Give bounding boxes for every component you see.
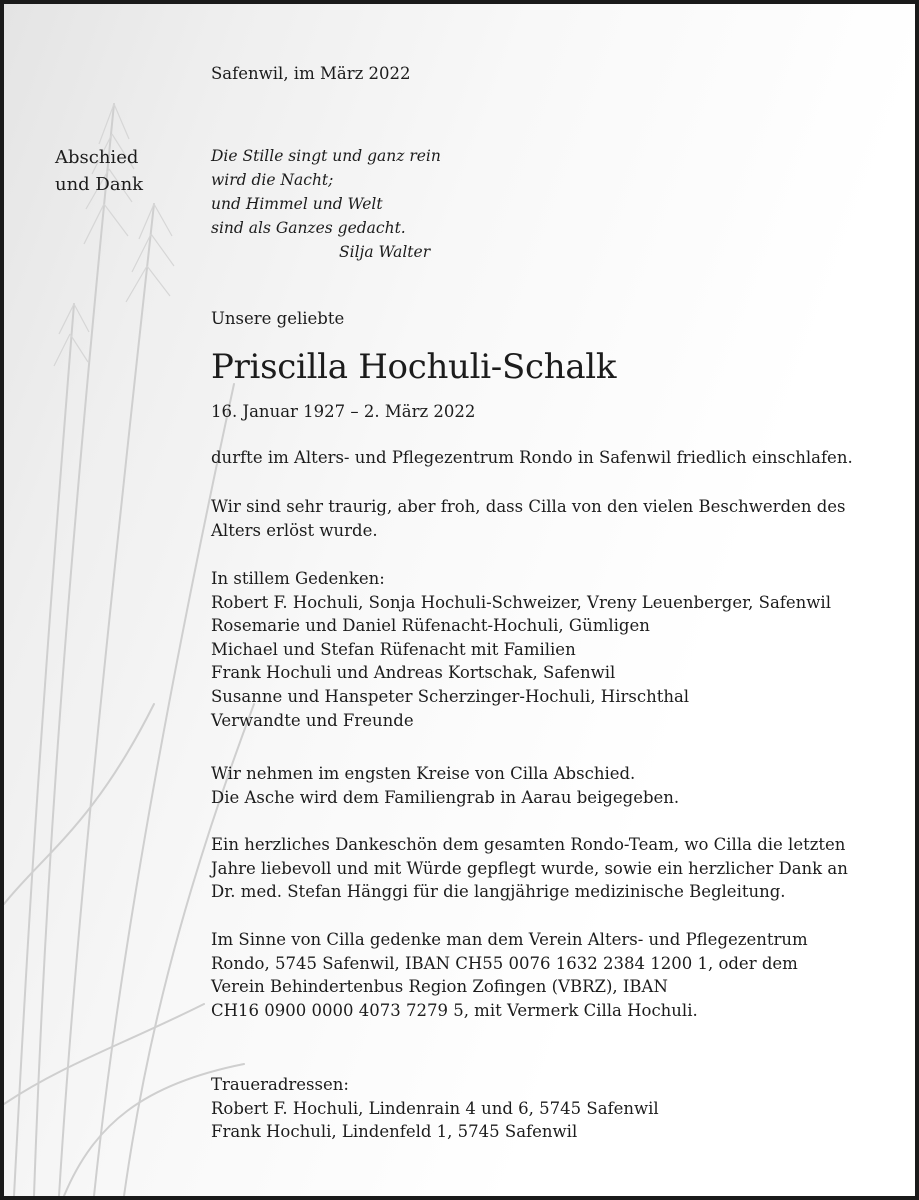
address-entry: Robert F. Hochuli, Lindenrain 4 und 6, 5745 Safenwil (211, 1098, 659, 1118)
poem-line: Die Stille singt und ganz rein (211, 147, 441, 165)
poem-author: Silja Walter (339, 243, 431, 261)
sidebar-title-line: und Dank (55, 174, 144, 195)
poem (211, 144, 441, 264)
sidebar-title-line: Abschied (55, 147, 139, 168)
mourners-heading: In stillem Gedenken: (211, 569, 385, 588)
poem-line: sind als Ganzes gedacht. (211, 219, 406, 237)
paragraph-line: Alters erlöst wurde. (211, 520, 378, 540)
paragraph-line: Wir sind sehr traurig, aber froh, dass Cilla von den vielen Beschwerden des (211, 497, 846, 516)
dateline: Safenwil, im März 2022 (211, 64, 411, 83)
poem-line: wird die Nacht; (211, 171, 334, 189)
paragraph-line: Die Asche wird dem Familiengrab in Aarau beigegeben. (211, 787, 680, 807)
paragraph-line: CH16 0900 0000 4073 7279 5, mit Vermerk Cilla Hochuli. (211, 1000, 698, 1020)
mourner-entry: Susanne und Hanspeter Scherzinger-Hochuli, Hirschthal (211, 686, 690, 706)
paragraph-line: Wir nehmen im engsten Kreise von Cilla Abschied. (211, 764, 636, 783)
paragraph-line: Verein Behindertenbus Region Zofingen (VBRZ), IBAN (211, 977, 668, 997)
poem-line: und Himmel und Welt (211, 195, 383, 213)
mourner-entry: Verwandte und Freunde (211, 710, 414, 730)
paragraph-line: Rondo, 5745 Safenwil, IBAN CH55 0076 1632 2384 1200 1, oder dem (211, 953, 798, 973)
paragraph-line: Im Sinne von Cilla gedenke man dem Verein Alters- und Pflegezentrum (211, 930, 808, 949)
paragraph-line: Ein herzliches Dankeschön dem gesamten Rondo-Team, wo Cilla die letzten (211, 835, 846, 854)
donation-paragraph (211, 928, 851, 1022)
thanks-paragraph (211, 833, 851, 904)
sidebar-title (55, 144, 143, 198)
mourner-entry: Robert F. Hochuli, Sonja Hochuli-Schweizer, Vreny Leuenberger, Safenwil (211, 592, 831, 612)
intro-text: Unsere geliebte (211, 309, 345, 328)
mourner-entry: Michael und Stefan Rüfenacht mit Familien (211, 639, 576, 659)
paragraph-line: Dr. med. Stefan Hänggi für die langjährige medizinische Begleitung. (211, 882, 786, 902)
deceased-name: Priscilla Hochuli-Schalk (211, 347, 617, 387)
addresses-heading: Traueradressen: (211, 1075, 349, 1094)
life-dates: 16. Januar 1927 – 2. März 2022 (211, 402, 476, 421)
farewell-paragraph (211, 762, 851, 809)
paragraph-line: Jahre liebevoll und mit Würde gepflegt wurde, sowie ein herzlicher Dank an (211, 858, 848, 878)
address-entry: Frank Hochuli, Lindenfeld 1, 5745 Safenwil (211, 1122, 578, 1142)
addresses-block (211, 1073, 851, 1144)
passing-paragraph (211, 446, 851, 470)
sorrow-paragraph (211, 495, 851, 542)
mourners-list (211, 567, 851, 732)
mourner-entry: Frank Hochuli und Andreas Kortschak, Safenwil (211, 663, 616, 683)
paragraph-line: durfte im Alters- und Pflegezentrum Rondo in Safenwil friedlich einschlafen. (211, 448, 853, 467)
mourner-entry: Rosemarie und Daniel Rüfenacht-Hochuli, Gümligen (211, 616, 650, 636)
